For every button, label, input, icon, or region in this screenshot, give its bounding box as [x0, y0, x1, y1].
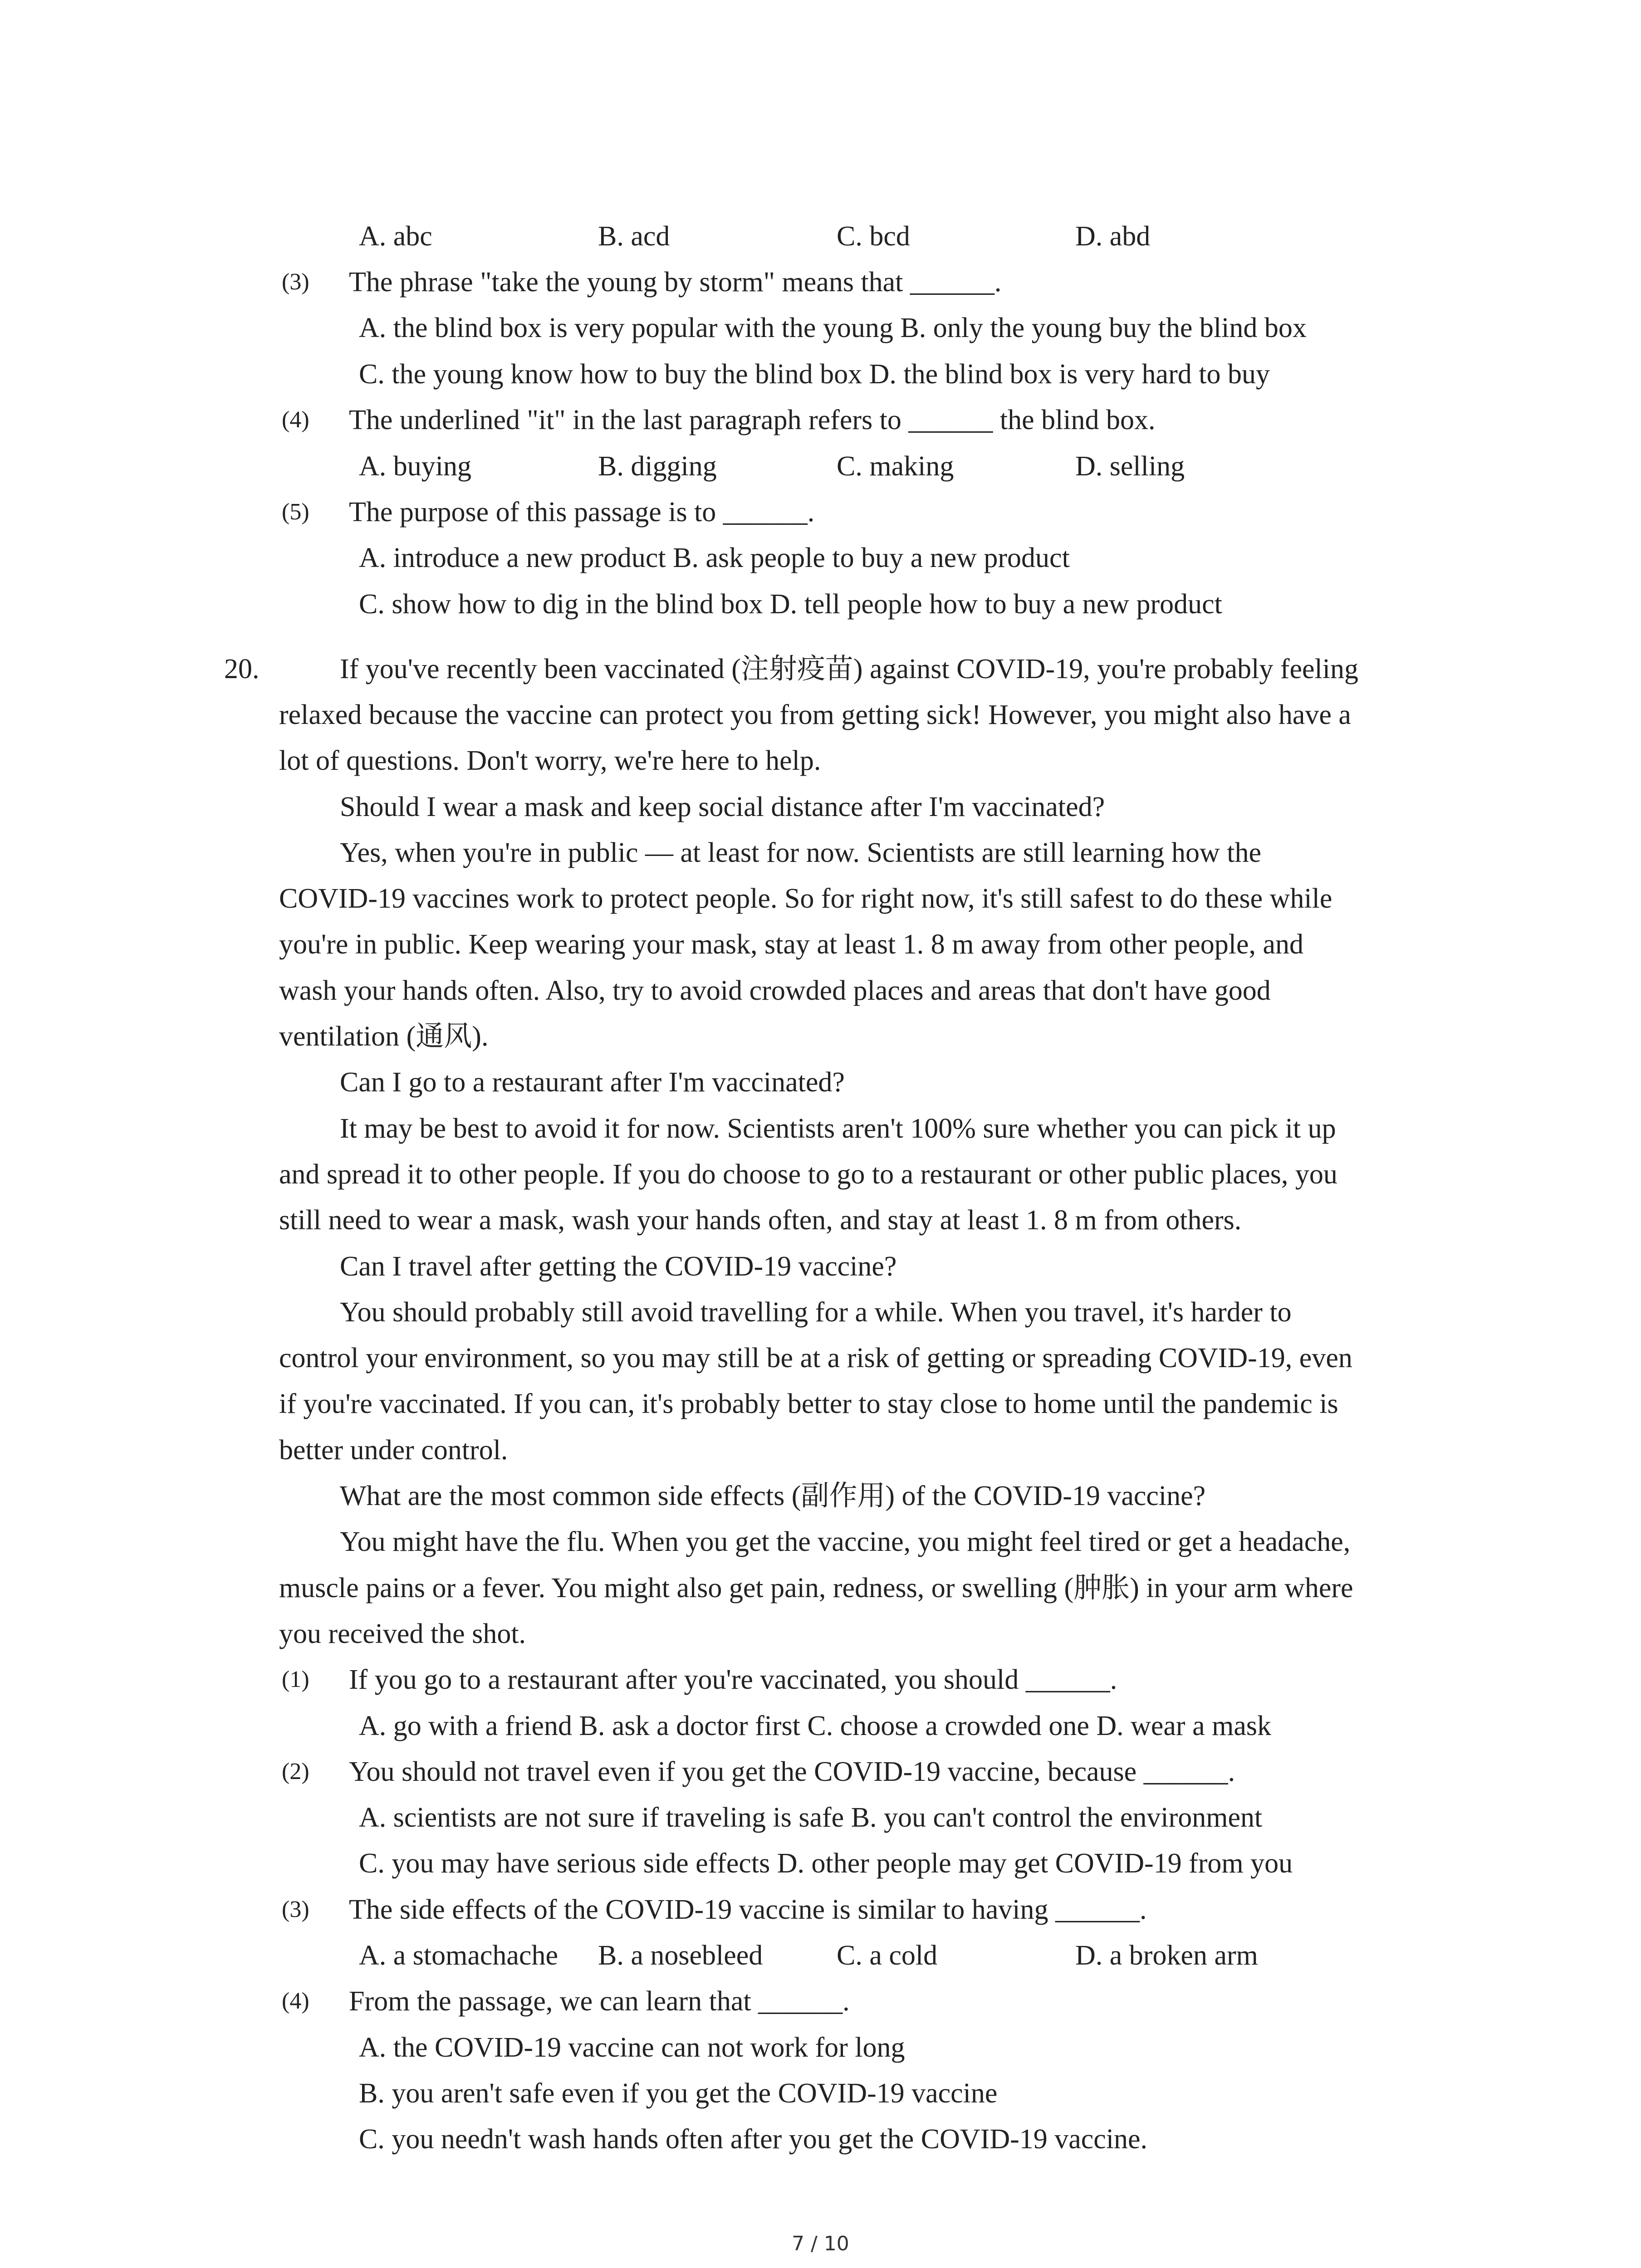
- q19-5-number: (5): [282, 499, 309, 525]
- q19-4-number: (4): [282, 407, 309, 433]
- q20-4-stem: From the passage, we can learn that ______.: [349, 1986, 850, 2017]
- q20-passage-line: lot of questions. Don't worry, we're here to help.: [279, 745, 821, 776]
- q19-5-options-row2: C. show how to dig in the blind box D. tell people how to buy a new product: [359, 589, 1222, 620]
- q20-3-number: (3): [282, 1897, 309, 1922]
- q20-passage-line: still need to wear a mask, wash your hands often, and stay at least 1. 8 m from others.: [279, 1205, 1242, 1236]
- q19-2-option-c: C. bcd: [837, 221, 910, 252]
- q20-number: 20.: [224, 654, 260, 684]
- q19-3-options-row2: C. the young know how to buy the blind box D. the blind box is very hard to buy: [359, 359, 1270, 390]
- q19-2-option-d: D. abd: [1075, 221, 1151, 252]
- q20-1-stem: If you go to a restaurant after you're vaccinated, you should ______.: [349, 1664, 1117, 1695]
- q20-2-stem: You should not travel even if you get the COVID-19 vaccine, because ______.: [349, 1756, 1235, 1787]
- q20-4-option-c: C. you needn't wash hands often after you get the COVID-19 vaccine.: [359, 2124, 1148, 2155]
- q19-3-options-row1: A. the blind box is very popular with the young B. only the young buy the blind box: [359, 313, 1307, 343]
- q20-passage-line: ventilation (通风).: [279, 1021, 489, 1052]
- q19-5-options-row1: A. introduce a new product B. ask people to buy a new product: [359, 543, 1070, 573]
- page-number: 7 / 10: [792, 2232, 849, 2255]
- q20-4-option-b: B. you aren't safe even if you get the COVID-19 vaccine: [359, 2078, 998, 2109]
- q20-heading-restaurant: Can I go to a restaurant after I'm vaccinated?: [340, 1067, 845, 1098]
- q19-3-number: (3): [282, 269, 309, 295]
- q19-4-option-b: B. digging: [598, 451, 717, 482]
- q19-2-option-b: B. acd: [598, 221, 670, 252]
- q19-2-option-a: A. abc: [359, 221, 432, 252]
- q20-passage-line: You should probably still avoid travelling for a while. When you travel, it's harder to: [340, 1297, 1292, 1328]
- q20-3-option-b: B. a nosebleed: [598, 1940, 763, 1971]
- q19-4-option-a: A. buying: [359, 451, 471, 482]
- q20-passage-line: You might have the flu. When you get the vaccine, you might feel tired or get a headache,: [340, 1526, 1351, 1557]
- q20-heading-travel: Can I travel after getting the COVID-19 vaccine?: [340, 1251, 897, 1282]
- q20-passage-line: If you've recently been vaccinated (注射疫苗) against COVID-19, you're probably feeling: [340, 654, 1358, 684]
- q20-3-option-d: D. a broken arm: [1075, 1940, 1258, 1971]
- q20-passage-line: COVID-19 vaccines work to protect people. So for right now, it's still safest to do these while: [279, 883, 1332, 914]
- q20-passage-line: and spread it to other people. If you do choose to go to a restaurant or other public places, you: [279, 1159, 1337, 1190]
- q20-3-option-c: C. a cold: [837, 1940, 938, 1971]
- q19-3-stem: The phrase "take the young by storm" means that ______.: [349, 267, 1002, 298]
- q20-passage-line: control your environment, so you may still be at a risk of getting or spreading COVID-19, even: [279, 1343, 1352, 1374]
- q20-passage-line: you're in public. Keep wearing your mask, stay at least 1. 8 m away from other people, and: [279, 929, 1304, 960]
- q20-passage-line: relaxed because the vaccine can protect you from getting sick! However, you might also have a: [279, 699, 1351, 730]
- q20-2-options-row2: C. you may have serious side effects D. other people may get COVID-19 from you: [359, 1848, 1293, 1879]
- q20-4-number: (4): [282, 1988, 309, 2014]
- q20-1-options: A. go with a friend B. ask a doctor first C. choose a crowded one D. wear a mask: [359, 1711, 1271, 1741]
- q20-1-number: (1): [282, 1667, 309, 1692]
- q20-passage-line: you received the shot.: [279, 1618, 526, 1649]
- q20-passage-line: if you're vaccinated. If you can, it's probably better to stay close to home until the pandemic is: [279, 1388, 1338, 1419]
- q20-heading-side-effects: What are the most common side effects (副作用) of the COVID-19 vaccine?: [340, 1481, 1206, 1511]
- q20-2-number: (2): [282, 1759, 309, 1784]
- q19-4-option-d: D. selling: [1075, 451, 1185, 482]
- q19-4-stem: The underlined "it" in the last paragraph refers to ______ the blind box.: [349, 405, 1156, 435]
- q19-5-stem: The purpose of this passage is to ______.: [349, 497, 815, 528]
- q20-passage-line: muscle pains or a fever. You might also get pain, redness, or swelling (肿胀) in your arm where: [279, 1573, 1353, 1603]
- q20-passage-line: Yes, when you're in public — at least for now. Scientists are still learning how the: [340, 837, 1261, 868]
- q20-3-option-a: A. a stomachache: [359, 1940, 558, 1971]
- q19-4-option-c: C. making: [837, 451, 954, 482]
- q20-3-stem: The side effects of the COVID-19 vaccine is similar to having ______.: [349, 1894, 1147, 1925]
- q20-heading-mask: Should I wear a mask and keep social distance after I'm vaccinated?: [340, 792, 1105, 822]
- q20-4-option-a: A. the COVID-19 vaccine can not work for long: [359, 2032, 905, 2063]
- q20-passage-line: better under control.: [279, 1435, 508, 1466]
- q20-passage-line: wash your hands often. Also, try to avoid crowded places and areas that don't have good: [279, 975, 1271, 1006]
- q20-2-options-row1: A. scientists are not sure if traveling is safe B. you can't control the environment: [359, 1802, 1263, 1833]
- q20-passage-line: It may be best to avoid it for now. Scientists aren't 100% sure whether you can pick it up: [340, 1113, 1336, 1144]
